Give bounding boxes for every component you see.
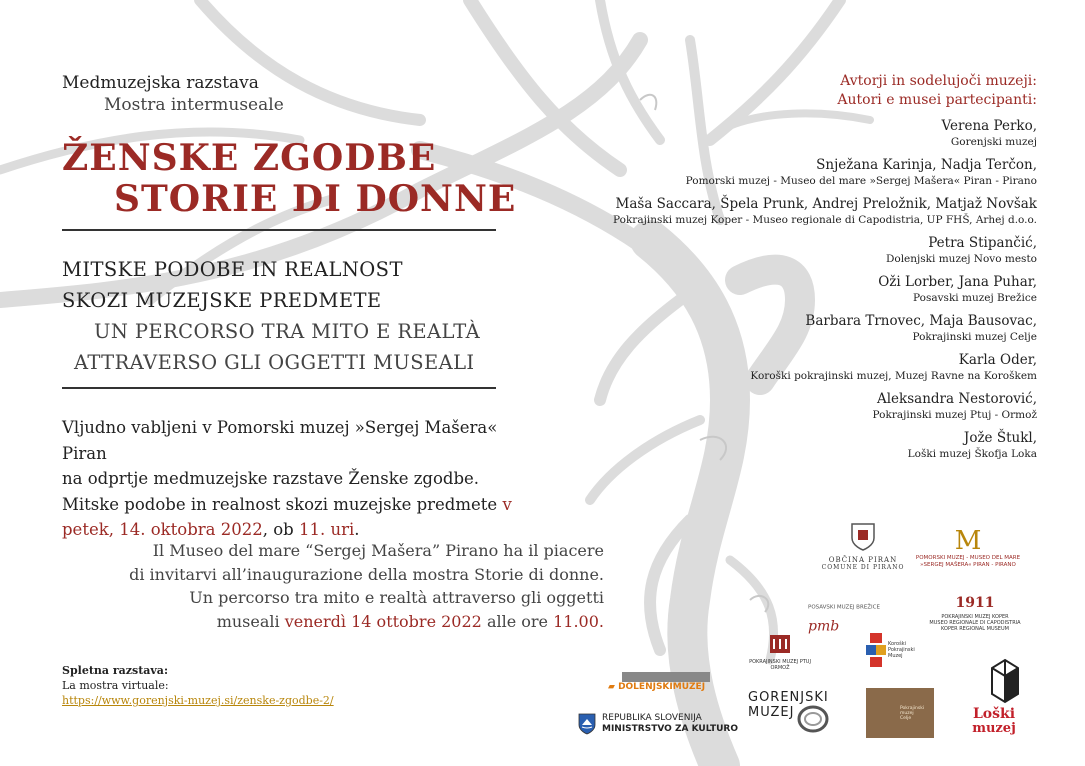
author-name: Oži Lorber, Jana Puhar, [878, 274, 1037, 290]
divider-top [62, 229, 496, 231]
subtitle-si-2: SKOZI MUZEJSKE PREDMETE [62, 289, 382, 312]
author-name: Snježana Karinja, Nadja Terčon, [816, 157, 1037, 173]
pomorski-m-icon: M [954, 526, 982, 556]
author-entry [577, 196, 1037, 227]
author-entry [577, 235, 1037, 266]
piran-label: OBČINA PIRAN [828, 556, 898, 564]
web-label-si: Spletna razstava: [62, 664, 168, 677]
ministry-label-1: REPUBLIKA SLOVENIJA [602, 713, 702, 723]
celje-picture [866, 688, 934, 738]
invitation-si-ob: , ob [262, 520, 294, 539]
invitation-it-line2: di invitarvi all’inaugurazione della mostra Storie di donne. [129, 564, 604, 584]
web-exhibition-link[interactable]: https://www.gorenjski-muzej.si/zenske-zgodbe-2/ [62, 694, 334, 707]
authors-list [577, 72, 1037, 461]
main-title-si: ŽENSKE ZGODBE [62, 137, 437, 179]
invitation-si-time: 11. uri [298, 520, 355, 539]
invitation-si-date: petek, 14. oktobra 2022 [62, 520, 263, 539]
loski-label-1: Loški [972, 706, 1016, 722]
author-name: Barbara Trnovec, Maja Bausovac, [805, 313, 1037, 329]
invitation-si [62, 415, 532, 543]
author-entry [577, 430, 1037, 461]
logo-posavski-muzej [808, 597, 908, 635]
posavski-label: POSAVSKI MUZEJ BREŽICE [808, 604, 880, 611]
koroski-squares-icon [866, 633, 886, 669]
dolenjski-label [608, 682, 710, 692]
invitation-si-end: . [354, 520, 360, 539]
invitation-it-museali: museali [216, 611, 280, 631]
author-museum: Pokrajinski muzej Ptuj - Ormož [872, 409, 1037, 421]
invitation-it-line1: Il Museo del mare “Sergej Mašera” Pirano ha il piacere [152, 541, 604, 560]
invitation-it-date: venerdì 14 ottobre 2022 [284, 611, 482, 631]
author-entry [577, 118, 1037, 149]
ministry-label-2: MINISTRSTVO ZA KULTURO [602, 724, 738, 734]
subtitle-it-2: ATTRAVERSO GLI OGGETTI MUSEALI [74, 351, 475, 374]
divider-bottom [62, 387, 496, 389]
piran-crest-icon [850, 522, 876, 552]
koper-label-3: KOPER REGIONAL MUSEUM [941, 626, 1009, 632]
author-name: Petra Stipančić, [928, 235, 1037, 251]
loski-box-logo [990, 658, 1022, 710]
logo-loski-muzej [966, 707, 1022, 736]
gorenjski-label-1: GORENJSKI [748, 690, 829, 705]
logo-pokrajinski-muzej-celje [866, 688, 934, 738]
author-entry [577, 352, 1037, 383]
posavski-pmb: pmb [808, 618, 840, 635]
author-name: Karla Oder, [958, 352, 1037, 368]
logo-dolenjski-muzej [608, 672, 710, 692]
invitation-it [128, 539, 604, 633]
invitation-si-v: v [502, 494, 512, 514]
author-name: Jože Štukl, [963, 430, 1037, 446]
invitation-it-line3: Un percorso tra mito e realtà attraverso gli oggetti [189, 588, 604, 607]
koroski-label: Koroški Pokrajinski Muzej [888, 641, 915, 659]
koper-year: 1911 [955, 595, 995, 611]
koper-label-2: MUSEO REGIONALE DI CAPODISTRIA [929, 620, 1021, 626]
author-name: Maša Saccara, Špela Prunk, Andrej Preložnik, Matjaž Novšak [615, 196, 1037, 212]
author-entry [577, 391, 1037, 422]
loski-label-2: muzej [972, 721, 1016, 736]
invitation-si-line3 [62, 492, 532, 518]
author-museum: Pomorski muzej - Museo del mare »Sergej Mašera« Piran - Pirano [685, 175, 1037, 187]
author-name: Verena Perko, [941, 118, 1037, 134]
celje-label: Pokrajinski muzej Celje [900, 706, 925, 721]
logo-obcina-piran [818, 522, 908, 571]
author-museum: Pokrajinski muzej Celje [912, 331, 1037, 343]
main-title [62, 138, 516, 220]
logo-ptuj-ormoz [742, 633, 818, 671]
invitation-it-alle: alle ore [486, 611, 549, 631]
logo-koroski-muzej [866, 633, 916, 669]
pre-title-si: Medmuzejska razstava [62, 73, 259, 93]
invitation-si-line3-text: Mitske podobe in realnost skozi muzejske predmete [62, 494, 498, 514]
author-museum: Gorenjski muzej [950, 136, 1037, 148]
koper-label: POKRAJINSKI MUZEJ KOPER [941, 614, 1009, 620]
author-museum: Koroški pokrajinski muzej, Muzej Ravne na Koroškem [750, 370, 1037, 382]
main-title-it: STORIE DI DONNE [114, 178, 517, 220]
author-entry [577, 313, 1037, 344]
ptuj-icon [768, 633, 792, 655]
slovenia-coat-of-arms-icon [578, 713, 596, 735]
invitation-si-line1: Vljudno vabljeni v Pomorski muzej »Sergej Mašera« Piran [62, 418, 498, 463]
logo-pokrajinski-muzej-koper [925, 592, 1025, 632]
authors-heading-it: Autori e musei partecipanti: [837, 92, 1037, 108]
dolenjski-text: DOLENJSKIMUZEJ [618, 682, 706, 692]
invitation-it-time: 11.00. [553, 611, 604, 631]
web-exhibition [62, 663, 334, 708]
authors-heading-si: Avtorji in sodelujoči muzeji: [840, 73, 1037, 89]
invitation-si-line2: na odprtje medmuzejske razstave Ženske zgodbe. [62, 469, 480, 488]
loski-cube-icon [990, 658, 1020, 706]
subtitle [62, 254, 480, 378]
author-museum: Dolenjski muzej Novo mesto [885, 253, 1037, 265]
author-entry [577, 157, 1037, 188]
pre-title-it: Mostra intermuseale [104, 95, 284, 115]
subtitle-si-1: MITSKE PODOBE IN REALNOST [62, 258, 403, 281]
dolenjski-bar [622, 672, 710, 682]
ptuj-label: POKRAJINSKI MUZEJ PTUJ ORMOŽ [749, 659, 811, 671]
logo-gorenjski-muzej [748, 690, 838, 720]
logo-ministrstvo-za-kulturo [578, 713, 738, 735]
author-name: Aleksandra Nestorović, [876, 391, 1037, 407]
logo-pomorski-muzej [912, 527, 1024, 569]
piran-label-it: COMUNE DI PIRANO [821, 564, 905, 571]
gorenjski-label-2: MUZEJ [748, 705, 795, 720]
pomorski-label: POMORSKI MUZEJ - MUSEO DEL MARE »SERGEJ MAŠERA« PIRAN - PIRANO [915, 555, 1021, 568]
dolenjski-mark-icon: ▰ [608, 682, 615, 692]
author-entry [577, 274, 1037, 305]
author-museum: Pokrajinski muzej Koper - Museo regionale di Capodistria, UP FHŠ, Arhej d.o.o. [612, 214, 1037, 226]
gorenjski-ring-icon [796, 704, 830, 734]
author-museum: Loški muzej Škofja Loka [907, 448, 1037, 460]
subtitle-it-1: UN PERCORSO TRA MITO E REALTÀ [94, 320, 481, 343]
author-museum: Posavski muzej Brežice [913, 292, 1037, 304]
web-label-it: La mostra virtuale: [62, 679, 169, 692]
invitation-it-line4 [128, 610, 604, 634]
